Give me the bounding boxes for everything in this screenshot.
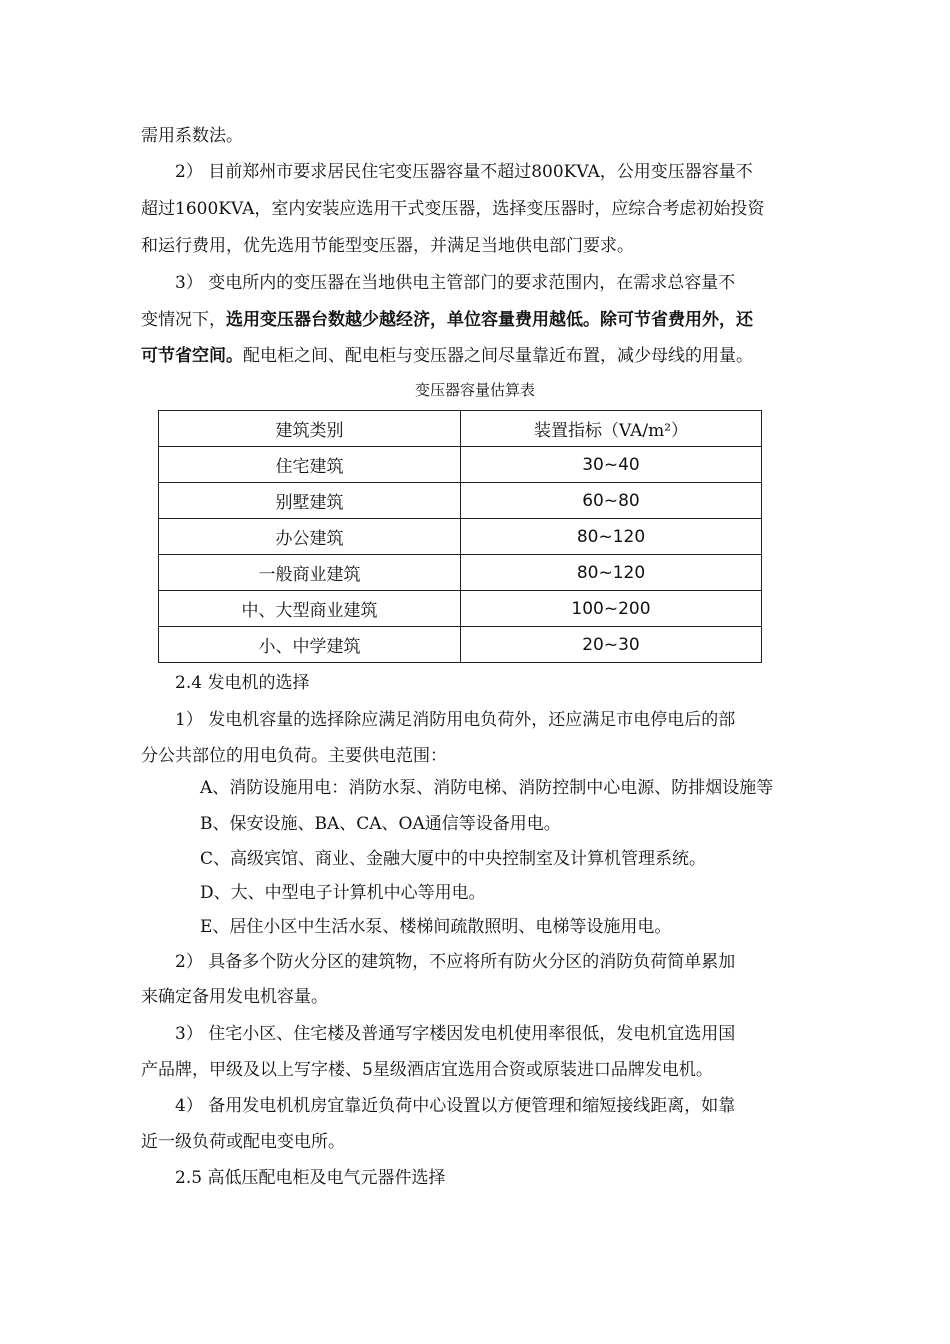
list-item: D、大、中型电子计算机中心等用电。: [200, 883, 486, 903]
paragraph-line: 超过1600KVA，室内安装应选用干式变压器，选择变压器时，应综合考虑初始投资: [141, 199, 765, 219]
paragraph-line: 3） 变电所内的变压器在当地供电主管部门的要求范围内，在需求总容量不: [175, 273, 736, 293]
paragraph-line: 和运行费用，优先选用节能型变压器，并满足当地供电部门要求。: [141, 236, 634, 256]
paragraph-line: 分公共部位的用电负荷。主要供电范围：: [141, 746, 447, 766]
paragraph-line: [141, 308, 811, 332]
paragraph-line: 4） 备用发电机机房宜靠近负荷中心设置以方便管理和缩短接线距离，如靠: [175, 1096, 736, 1116]
table-row: [159, 447, 762, 483]
paragraph-line: 3） 住宅小区、住宅楼及普通写字楼因发电机使用率很低，发电机宜选用国: [175, 1024, 736, 1044]
list-item: E、居住小区中生活水泵、楼梯间疏散照明、电梯等设施用电。: [200, 917, 672, 937]
list-item: C、高级宾馆、商业、金融大厦中的中央控制室及计算机管理系统。: [200, 849, 707, 869]
table-row: [159, 591, 762, 627]
paragraph-line: 近一级负荷或配电变电所。: [141, 1132, 345, 1152]
building-type-cell: 住宅建筑: [159, 447, 461, 483]
building-type-cell: 一般商业建筑: [159, 555, 461, 591]
header-cell: 建筑类别: [159, 411, 461, 447]
paragraph-line: 1） 发电机容量的选择除应满足消防用电负荷外，还应满足市电停电后的部: [175, 710, 736, 730]
building-type-cell: 小、中学建筑: [159, 627, 461, 663]
section-heading: 2.5 高低压配电柜及电气元器件选择: [175, 1168, 446, 1188]
capacity-estimation-table: [158, 410, 762, 663]
index-value-cell: 60~80: [461, 483, 762, 519]
index-value-cell: 30~40: [461, 447, 762, 483]
building-type-cell: 别墅建筑: [159, 483, 461, 519]
normal-text: 配电柜之间、配电柜与变压器之间尽量靠近布置，减少母线的用量。: [243, 346, 753, 366]
paragraph-line: 2） 具备多个防火分区的建筑物，不应将所有防火分区的消防负荷简单累加: [175, 952, 736, 972]
bold-text: 可节省空间。: [141, 346, 243, 366]
index-value-cell: 80~120: [461, 555, 762, 591]
paragraph-line: 2） 目前郑州市要求居民住宅变压器容量不超过800KVA，公用变压器容量不: [175, 162, 753, 182]
paragraph-line: 需用系数法。: [141, 126, 243, 146]
paragraph-line: [141, 344, 811, 368]
paragraph-line: 产品牌，甲级及以上写字楼、5星级酒店宜选用合资或原装进口品牌发电机。: [141, 1060, 713, 1080]
normal-text: 变情况下，: [141, 310, 226, 330]
index-value-cell: 100~200: [461, 591, 762, 627]
table-row: [159, 519, 762, 555]
bold-text: 选用变压器台数越少越经济，单位容量费用越低。除可节省费用外，还: [226, 310, 753, 330]
list-item: B、保安设施、BA、CA、OA通信等设备用电。: [200, 814, 561, 834]
building-type-cell: 办公建筑: [159, 519, 461, 555]
paragraph-line: 来确定备用发电机容量。: [141, 987, 328, 1007]
table-caption: 变压器容量估算表: [414, 381, 535, 399]
table-header-row: [159, 411, 762, 447]
index-value-cell: 20~30: [461, 627, 762, 663]
building-type-cell: 中、大型商业建筑: [159, 591, 461, 627]
index-value-cell: 80~120: [461, 519, 762, 555]
list-item: A、消防设施用电：消防水泵、消防电梯、消防控制中心电源、防排烟设施等: [200, 778, 774, 798]
header-cell: 装置指标（VA/m²）: [461, 411, 762, 447]
table-row: [159, 627, 762, 663]
section-heading: 2.4 发电机的选择: [175, 673, 310, 693]
table-row: [159, 483, 762, 519]
table-row: [159, 555, 762, 591]
